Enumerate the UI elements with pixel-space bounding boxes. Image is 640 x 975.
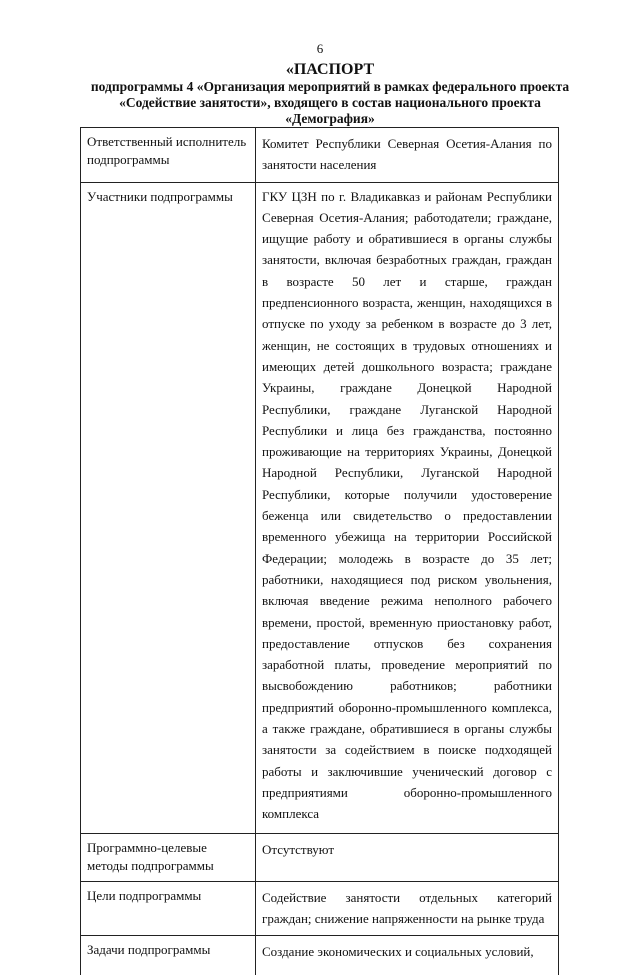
page-number: 6: [316, 41, 324, 56]
passport-table: [80, 127, 559, 975]
title-main: «ПАСПОРТ: [285, 61, 375, 78]
document-title: [70, 60, 590, 127]
row-label: Задачи подпрограммы: [81, 936, 256, 975]
row-value: Отсутствуют: [256, 833, 559, 881]
title-line-2: «Содействие занятости», входящего в состав национального проекта: [119, 95, 541, 110]
row-label: Цели подпрограммы: [81, 881, 256, 936]
row-value: Содействие занятости отдельных категорий граждан; снижение напряженности на рынке труда: [256, 881, 559, 936]
table-row-methods: [81, 833, 559, 881]
title-line-3: «Демография»: [285, 111, 375, 126]
row-value: ГКУ ЦЗН по г. Владикавказ и районам Республики Северная Осетия-Алания; работодатели; граждане, ищущие работу и обратившиеся в органы службы занятости, включая безработных граждан, граждан в возрасте 50 лет и старше, граждан предпенсионного возраста, женщин, находящихся в отпуске по уходу за ребенком в возрасте до 3 лет, женщин, не состоящих в трудовых отношениях и имеющих детей дошкольного возраста; граждане Украины, граждане Донецкой Народной Республики, граждане Луганской Народной Республики и лица без гражданства, постоянно проживающие на территориях Украины, Донецкой Народной Республики, Луганской Народной Республики, которые получили удостоверение беженца или свидетельство о предоставлении временного убежища на территории Российской Федерации; молодежь в возрасте до 35 лет; работники, находящиеся под риском увольнения, включая введение режима неполного рабочего времени, простой, временную приостановку работ, предоставление отпусков без сохранения заработной платы, проведение мероприятий по высвобождению работников; работники предприятий оборонно-промышленного комплекса, а также граждане, обратившиеся в органы службы занятости за содействием в поиске подходящей работы и заключившие ученический договор с предприятиями оборонно-промышленного комплекса: [256, 182, 559, 833]
row-label: Участники подпрограммы: [81, 182, 256, 833]
title-line-1: подпрограммы 4 «Организация мероприятий в рамках федерального проекта: [90, 79, 570, 94]
table-row-responsible: [81, 128, 559, 183]
table-row-tasks: [81, 936, 559, 975]
row-label: Программно-целевые методы подпрограммы: [81, 833, 256, 881]
row-label: Ответственный исполнитель подпрограммы: [81, 128, 256, 183]
table-row-goals: [81, 881, 559, 936]
row-value: Создание экономических и социальных условий,: [256, 936, 559, 975]
table-row-participants: [81, 182, 559, 833]
row-value: Комитет Республики Северная Осетия-Алания по занятости населения: [256, 128, 559, 183]
